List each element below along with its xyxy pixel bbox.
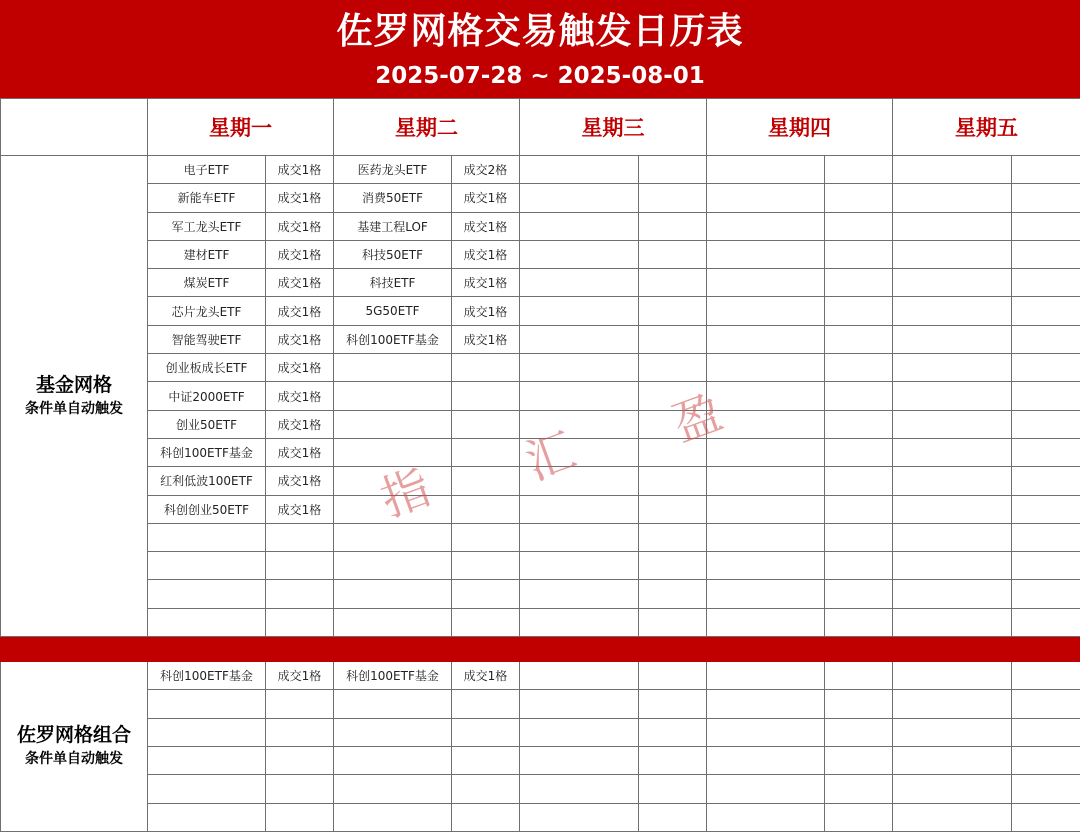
table-row xyxy=(1,718,1080,746)
fund-name-cell xyxy=(707,410,825,438)
trade-status-cell: 成交1格 xyxy=(266,156,334,184)
fund-name-cell xyxy=(893,240,1012,268)
trade-status-cell xyxy=(639,467,707,495)
fund-name-cell xyxy=(707,523,825,551)
trade-status-cell xyxy=(825,690,893,718)
trade-status-cell xyxy=(452,718,520,746)
trade-status-cell xyxy=(825,495,893,523)
fund-name-cell: 煤炭ETF xyxy=(148,269,266,297)
trade-status-cell xyxy=(266,718,334,746)
trade-status-cell xyxy=(1012,297,1080,325)
trade-status-cell xyxy=(639,580,707,608)
fund-name-cell xyxy=(520,523,639,551)
trade-status-cell xyxy=(639,746,707,774)
fund-name-cell xyxy=(520,608,639,636)
fund-name-cell xyxy=(707,438,825,466)
fund-name-cell xyxy=(893,690,1012,718)
fund-name-cell: 科技50ETF xyxy=(334,240,452,268)
fund-name-cell xyxy=(148,746,266,774)
fund-name-cell xyxy=(893,718,1012,746)
trade-status-cell: 成交1格 xyxy=(266,662,334,690)
trade-status-cell xyxy=(266,775,334,803)
trade-status-cell xyxy=(266,803,334,831)
fund-name-cell xyxy=(707,718,825,746)
section-subtitle: 条件单自动触发 xyxy=(25,401,123,418)
trade-status-cell xyxy=(639,662,707,690)
fund-name-cell xyxy=(707,467,825,495)
fund-name-cell xyxy=(707,184,825,212)
trade-status-cell: 成交1格 xyxy=(266,297,334,325)
trade-status-cell xyxy=(639,325,707,353)
trade-status-cell xyxy=(825,297,893,325)
fund-name-cell xyxy=(520,690,639,718)
trade-status-cell: 成交1格 xyxy=(266,240,334,268)
fund-name-cell xyxy=(707,212,825,240)
trade-status-cell xyxy=(825,552,893,580)
fund-name-cell xyxy=(334,746,452,774)
fund-name-cell xyxy=(334,523,452,551)
fund-name-cell: 消费50ETF xyxy=(334,184,452,212)
trade-status-cell xyxy=(1012,354,1080,382)
trade-status-cell xyxy=(1012,467,1080,495)
day-header-2: 星期二 xyxy=(334,99,520,156)
trade-status-cell xyxy=(452,438,520,466)
trade-status-cell xyxy=(825,523,893,551)
table-row xyxy=(1,156,1080,184)
table-row xyxy=(1,608,1080,636)
trade-status-cell xyxy=(1012,184,1080,212)
fund-name-cell: 新能车ETF xyxy=(148,184,266,212)
trade-status-cell xyxy=(1012,803,1080,831)
table-row xyxy=(1,297,1080,325)
fund-name-cell xyxy=(148,690,266,718)
day-header-1: 星期一 xyxy=(148,99,334,156)
table-row xyxy=(1,382,1080,410)
trade-status-cell xyxy=(1012,746,1080,774)
fund-name-cell xyxy=(893,467,1012,495)
trade-status-cell xyxy=(825,608,893,636)
table-row xyxy=(1,354,1080,382)
trade-status-cell xyxy=(639,523,707,551)
fund-name-cell xyxy=(520,467,639,495)
fund-name-cell xyxy=(893,325,1012,353)
fund-name-cell: 军工龙头ETF xyxy=(148,212,266,240)
trade-status-cell xyxy=(452,552,520,580)
separator-bar xyxy=(1,637,1080,662)
section-title: 佐罗网格组合 xyxy=(16,724,131,747)
trade-status-cell xyxy=(1012,240,1080,268)
calendar-table xyxy=(0,98,1080,832)
trade-status-cell xyxy=(825,580,893,608)
trade-status-cell: 成交1格 xyxy=(266,438,334,466)
trade-status-cell xyxy=(639,240,707,268)
fund-name-cell xyxy=(893,803,1012,831)
day-header-5: 星期五 xyxy=(893,99,1080,156)
fund-name-cell xyxy=(148,580,266,608)
fund-name-cell xyxy=(520,580,639,608)
fund-name-cell xyxy=(520,325,639,353)
trade-status-cell xyxy=(452,580,520,608)
trade-status-cell xyxy=(452,354,520,382)
fund-name-cell: 智能驾驶ETF xyxy=(148,325,266,353)
trade-status-cell: 成交1格 xyxy=(266,269,334,297)
fund-name-cell xyxy=(893,269,1012,297)
section-label xyxy=(1,662,148,832)
fund-name-cell xyxy=(893,212,1012,240)
fund-name-cell: 建材ETF xyxy=(148,240,266,268)
trade-status-cell xyxy=(452,523,520,551)
trade-status-cell xyxy=(639,269,707,297)
fund-name-cell xyxy=(148,803,266,831)
trade-status-cell: 成交2格 xyxy=(452,156,520,184)
trade-status-cell xyxy=(825,184,893,212)
trade-status-cell xyxy=(1012,156,1080,184)
trade-status-cell xyxy=(1012,410,1080,438)
fund-name-cell: 基建工程LOF xyxy=(334,212,452,240)
fund-name-cell xyxy=(334,718,452,746)
fund-name-cell xyxy=(334,467,452,495)
section-title: 基金网格 xyxy=(35,374,112,397)
table-row xyxy=(1,775,1080,803)
trade-status-cell xyxy=(1012,212,1080,240)
trade-status-cell xyxy=(639,184,707,212)
fund-name-cell: 中证2000ETF xyxy=(148,382,266,410)
fund-name-cell xyxy=(893,775,1012,803)
fund-name-cell xyxy=(148,608,266,636)
fund-name-cell: 创业50ETF xyxy=(148,410,266,438)
fund-name-cell xyxy=(893,495,1012,523)
trade-status-cell xyxy=(825,438,893,466)
fund-name-cell xyxy=(334,354,452,382)
fund-name-cell xyxy=(520,382,639,410)
trade-status-cell xyxy=(825,212,893,240)
trade-status-cell: 成交1格 xyxy=(266,354,334,382)
fund-name-cell xyxy=(707,495,825,523)
trade-status-cell: 成交1格 xyxy=(452,297,520,325)
fund-name-cell xyxy=(893,297,1012,325)
fund-name-cell xyxy=(520,438,639,466)
fund-name-cell xyxy=(520,354,639,382)
fund-name-cell xyxy=(707,690,825,718)
trade-status-cell xyxy=(1012,523,1080,551)
trade-status-cell xyxy=(1012,269,1080,297)
fund-name-cell xyxy=(893,608,1012,636)
trade-status-cell xyxy=(639,775,707,803)
fund-name-cell xyxy=(707,382,825,410)
trade-status-cell xyxy=(825,240,893,268)
fund-name-cell xyxy=(520,775,639,803)
table-row xyxy=(1,467,1080,495)
fund-name-cell: 科创100ETF基金 xyxy=(148,438,266,466)
trade-status-cell xyxy=(1012,718,1080,746)
trade-status-cell xyxy=(825,354,893,382)
trade-status-cell xyxy=(266,580,334,608)
fund-name-cell xyxy=(148,775,266,803)
trade-status-cell xyxy=(452,495,520,523)
table-row xyxy=(1,269,1080,297)
trade-status-cell xyxy=(1012,325,1080,353)
trade-status-cell: 成交1格 xyxy=(266,212,334,240)
trade-status-cell xyxy=(452,746,520,774)
table-row xyxy=(1,523,1080,551)
trade-status-cell xyxy=(639,495,707,523)
trade-status-cell: 成交1格 xyxy=(266,495,334,523)
fund-name-cell xyxy=(707,297,825,325)
fund-name-cell xyxy=(707,325,825,353)
fund-name-cell xyxy=(893,438,1012,466)
fund-name-cell: 红利低波100ETF xyxy=(148,467,266,495)
corner-cell xyxy=(1,99,148,156)
table-row xyxy=(1,690,1080,718)
header-banner xyxy=(0,0,1080,98)
trade-status-cell: 成交1格 xyxy=(452,212,520,240)
fund-name-cell xyxy=(893,156,1012,184)
table-row xyxy=(1,803,1080,831)
trade-status-cell xyxy=(825,410,893,438)
fund-name-cell xyxy=(893,410,1012,438)
table-row xyxy=(1,240,1080,268)
trade-status-cell xyxy=(825,156,893,184)
trade-status-cell: 成交1格 xyxy=(266,382,334,410)
fund-name-cell: 电子ETF xyxy=(148,156,266,184)
fund-name-cell xyxy=(520,495,639,523)
table-row xyxy=(1,325,1080,353)
fund-name-cell xyxy=(334,690,452,718)
fund-name-cell xyxy=(893,580,1012,608)
trade-status-cell: 成交1格 xyxy=(452,240,520,268)
section-label xyxy=(1,156,148,637)
fund-name-cell xyxy=(707,608,825,636)
date-range: 2025-07-28 ~ 2025-08-01 xyxy=(375,63,705,89)
fund-name-cell xyxy=(334,775,452,803)
trade-status-cell xyxy=(452,382,520,410)
trade-status-cell: 成交1格 xyxy=(452,269,520,297)
fund-name-cell xyxy=(334,495,452,523)
fund-name-cell xyxy=(334,382,452,410)
fund-name-cell xyxy=(893,523,1012,551)
table-row xyxy=(1,410,1080,438)
trade-status-cell xyxy=(1012,382,1080,410)
fund-name-cell xyxy=(893,382,1012,410)
fund-name-cell: 科创100ETF基金 xyxy=(334,325,452,353)
trade-status-cell xyxy=(825,325,893,353)
trade-status-cell xyxy=(639,608,707,636)
trade-status-cell xyxy=(825,662,893,690)
trade-status-cell xyxy=(452,467,520,495)
day-header-3: 星期三 xyxy=(520,99,707,156)
trade-status-cell xyxy=(1012,552,1080,580)
table-row xyxy=(1,746,1080,774)
fund-name-cell xyxy=(334,803,452,831)
table-row xyxy=(1,495,1080,523)
fund-name-cell xyxy=(520,156,639,184)
fund-name-cell xyxy=(707,269,825,297)
trade-status-cell xyxy=(452,410,520,438)
day-header-4: 星期四 xyxy=(707,99,893,156)
fund-name-cell xyxy=(893,354,1012,382)
fund-name-cell: 科创100ETF基金 xyxy=(148,662,266,690)
trade-status-cell xyxy=(1012,690,1080,718)
trade-status-cell xyxy=(266,690,334,718)
fund-name-cell xyxy=(334,580,452,608)
trade-status-cell: 成交1格 xyxy=(452,662,520,690)
fund-name-cell xyxy=(893,184,1012,212)
fund-name-cell xyxy=(520,269,639,297)
fund-name-cell xyxy=(707,156,825,184)
fund-name-cell xyxy=(893,746,1012,774)
trade-status-cell: 成交1格 xyxy=(452,325,520,353)
trade-status-cell xyxy=(639,382,707,410)
table-row xyxy=(1,662,1080,690)
trade-status-cell xyxy=(639,212,707,240)
fund-name-cell: 科技ETF xyxy=(334,269,452,297)
fund-name-cell xyxy=(520,410,639,438)
trade-status-cell: 成交1格 xyxy=(266,410,334,438)
trade-status-cell xyxy=(639,803,707,831)
table-row xyxy=(1,184,1080,212)
fund-name-cell xyxy=(707,354,825,382)
trade-status-cell xyxy=(639,552,707,580)
fund-name-cell xyxy=(148,552,266,580)
fund-name-cell xyxy=(520,552,639,580)
fund-name-cell: 医药龙头ETF xyxy=(334,156,452,184)
fund-name-cell xyxy=(707,746,825,774)
trade-status-cell xyxy=(825,746,893,774)
day-header-row xyxy=(1,99,1080,156)
trade-status-cell xyxy=(1012,580,1080,608)
trade-status-cell xyxy=(1012,775,1080,803)
fund-name-cell xyxy=(707,775,825,803)
trade-status-cell: 成交1格 xyxy=(266,467,334,495)
fund-name-cell xyxy=(707,552,825,580)
fund-name-cell xyxy=(893,662,1012,690)
fund-name-cell xyxy=(334,552,452,580)
watermark-char-1: 指 xyxy=(373,459,438,529)
fund-name-cell xyxy=(148,523,266,551)
trade-status-cell xyxy=(452,608,520,636)
section-subtitle: 条件单自动触发 xyxy=(25,751,123,768)
trade-status-cell xyxy=(266,552,334,580)
trade-status-cell xyxy=(639,438,707,466)
trade-status-cell: 成交1格 xyxy=(266,184,334,212)
trade-status-cell xyxy=(639,297,707,325)
watermark-char-3: 盈 xyxy=(665,384,730,454)
trade-status-cell: 成交1格 xyxy=(452,184,520,212)
fund-name-cell xyxy=(520,662,639,690)
trade-status-cell xyxy=(1012,608,1080,636)
table-row xyxy=(1,438,1080,466)
trade-status-cell xyxy=(266,523,334,551)
fund-name-cell xyxy=(334,608,452,636)
fund-name-cell: 5G50ETF xyxy=(334,297,452,325)
trade-status-cell xyxy=(825,803,893,831)
fund-name-cell xyxy=(148,718,266,746)
trade-status-cell xyxy=(452,690,520,718)
trade-status-cell xyxy=(639,354,707,382)
fund-name-cell: 创业板成长ETF xyxy=(148,354,266,382)
trade-status-cell xyxy=(825,382,893,410)
fund-name-cell xyxy=(520,184,639,212)
fund-name-cell xyxy=(520,718,639,746)
fund-name-cell xyxy=(520,746,639,774)
page-title: 佐罗网格交易触发日历表 xyxy=(336,11,744,52)
trade-status-cell xyxy=(1012,495,1080,523)
table-row xyxy=(1,580,1080,608)
trade-status-cell xyxy=(452,775,520,803)
trade-status-cell xyxy=(266,608,334,636)
fund-name-cell: 芯片龙头ETF xyxy=(148,297,266,325)
trade-status-cell xyxy=(1012,662,1080,690)
fund-name-cell xyxy=(520,212,639,240)
trade-status-cell xyxy=(825,269,893,297)
table-row xyxy=(1,552,1080,580)
trade-status-cell xyxy=(266,746,334,774)
fund-name-cell: 科创100ETF基金 xyxy=(334,662,452,690)
trade-status-cell xyxy=(639,410,707,438)
fund-name-cell xyxy=(707,662,825,690)
fund-name-cell: 科创创业50ETF xyxy=(148,495,266,523)
section-separator xyxy=(1,637,1080,662)
trade-status-cell xyxy=(825,775,893,803)
watermark-char-2: 汇 xyxy=(518,422,583,492)
trade-status-cell xyxy=(452,803,520,831)
trade-status-cell: 成交1格 xyxy=(266,325,334,353)
trade-status-cell xyxy=(825,718,893,746)
fund-name-cell xyxy=(707,803,825,831)
fund-name-cell xyxy=(520,803,639,831)
fund-name-cell xyxy=(707,580,825,608)
fund-name-cell xyxy=(707,240,825,268)
fund-name-cell xyxy=(334,438,452,466)
trade-status-cell xyxy=(639,718,707,746)
trade-status-cell xyxy=(1012,438,1080,466)
table-row xyxy=(1,212,1080,240)
fund-name-cell xyxy=(520,297,639,325)
fund-name-cell xyxy=(334,410,452,438)
fund-name-cell xyxy=(520,240,639,268)
trade-status-cell xyxy=(825,467,893,495)
trade-status-cell xyxy=(639,156,707,184)
trade-status-cell xyxy=(639,690,707,718)
fund-name-cell xyxy=(893,552,1012,580)
